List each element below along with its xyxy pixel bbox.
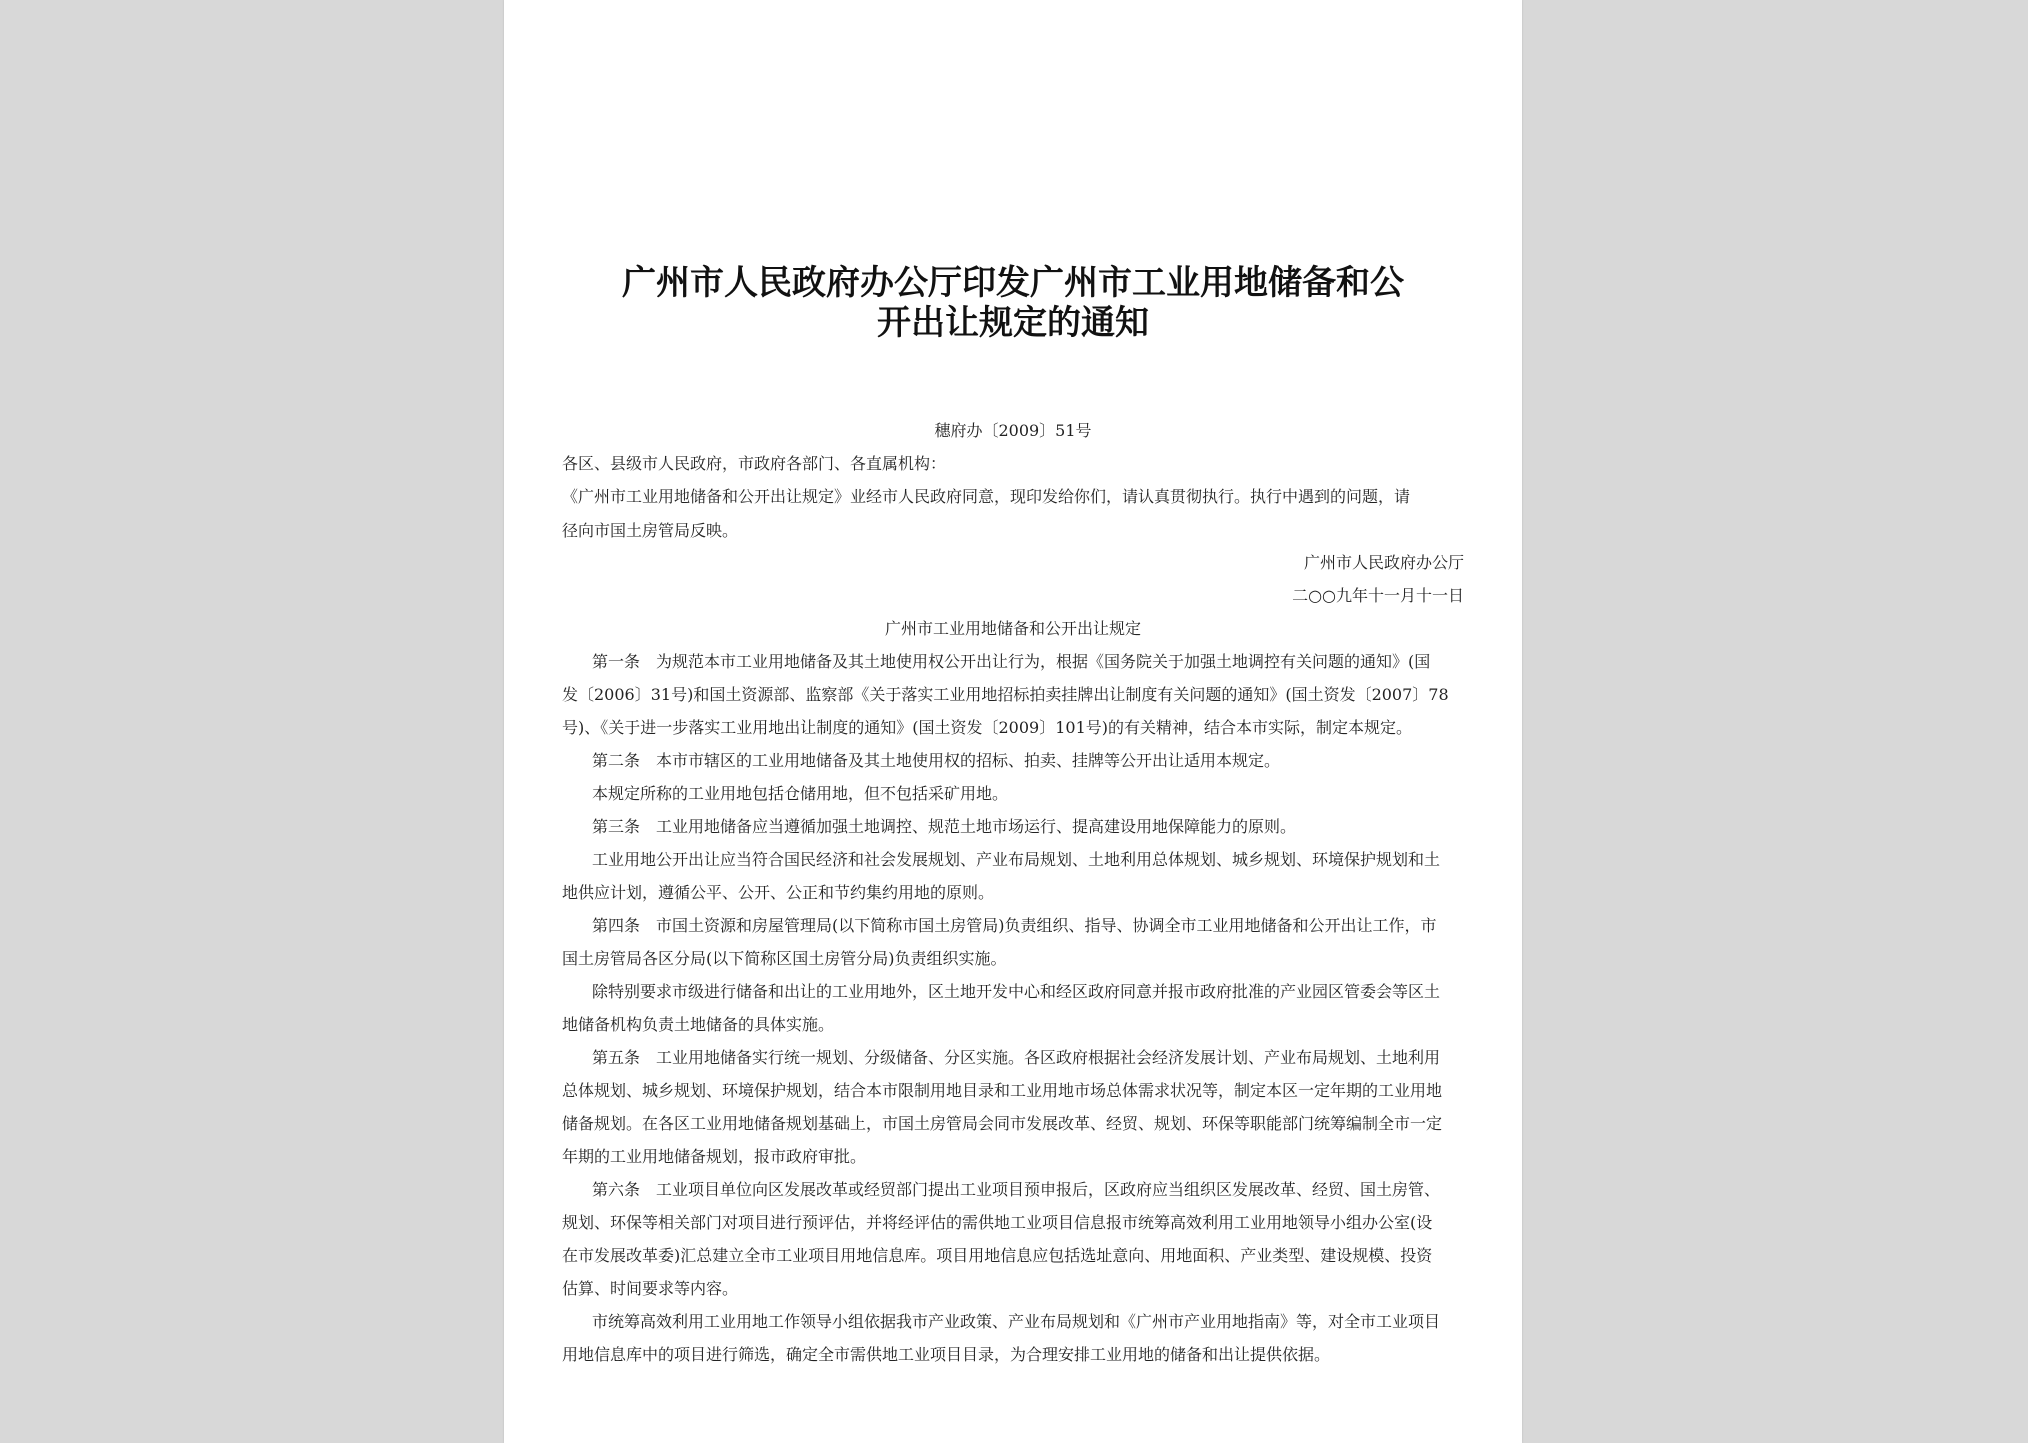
body-line: 第五条 工业用地储备实行统一规划、分级储备、分区实施。各区政府根据社会经济发展计划、产业布局规划、土地利用	[592, 1048, 1441, 1067]
document-title-line-2: 开出让规定的通知	[877, 303, 1149, 343]
body-line: 市统筹高效利用工业用地工作领导小组依据我市产业政策、产业布局规划和《广州市产业用地指南》等，对全市工业项目	[592, 1312, 1441, 1331]
body-line: 号)、《关于进一步落实工业用地出让制度的通知》(国土资发〔2009〕101号)的有关精神，结合本市实际，制定本规定。	[562, 718, 1412, 737]
body-line: 发〔2006〕31号)和国土资源部、监察部《关于落实工业用地招标拍卖挂牌出让制度有关问题的通知》(国土资发〔2007〕78	[562, 685, 1449, 704]
intro-line-1: 《广州市工业用地储备和公开出让规定》业经市人民政府同意，现印发给你们，请认真贯彻执行。执行中遇到的问题，请	[562, 487, 1411, 506]
document-title-line-1: 广州市人民政府办公厅印发广州市工业用地储备和公	[622, 263, 1404, 303]
body-line: 第三条 工业用地储备应当遵循加强土地调控、规范土地市场运行、提高建设用地保障能力的原则。	[592, 817, 1297, 836]
body-line: 本规定所称的工业用地包括仓储用地，但不包括采矿用地。	[592, 784, 1009, 803]
body-line: 第四条 市国土资源和房屋管理局(以下简称市国土房管局)负责组织、指导、协调全市工业用地储备和公开出让工作，市	[592, 916, 1437, 935]
body-line: 规划、环保等相关部门对项目进行预评估，并将经评估的需供地工业项目信息报市统筹高效利用工业用地领导小组办公室(设	[562, 1213, 1433, 1232]
body-line: 地储备机构负责土地储备的具体实施。	[562, 1015, 835, 1034]
recipients: 各区、县级市人民政府，市政府各部门、各直属机构：	[562, 454, 947, 473]
body-line: 第六条 工业项目单位向区发展改革或经贸部门提出工业项目预申报后，区政府应当组织区发展改革、经贸、国土房管、	[592, 1180, 1441, 1199]
document-page	[504, 0, 1522, 1443]
regulation-title: 广州市工业用地储备和公开出让规定	[884, 619, 1141, 638]
document-number: 穗府办〔2009〕51号	[934, 421, 1092, 440]
body-line: 第二条 本市市辖区的工业用地储备及其土地使用权的招标、拍卖、挂牌等公开出让适用本规定。	[592, 751, 1281, 770]
intro-line-2: 径向市国土房管局反映。	[562, 521, 739, 540]
body-line: 除特别要求市级进行储备和出让的工业用地外，区土地开发中心和经区政府同意并报市政府批准的产业园区管委会等区土	[592, 982, 1441, 1001]
issuer: 广州市人民政府办公厅	[1303, 553, 1464, 572]
body-line: 总体规划、城乡规划、环境保护规划，结合本市限制用地目录和工业用地市场总体需求状况等，制定本区一定年期的工业用地	[562, 1081, 1443, 1100]
issue-date: 二○○九年十一月十一日	[1292, 586, 1464, 605]
body-line: 第一条 为规范本市工业用地储备及其土地使用权公开出让行为，根据《国务院关于加强土地调控有关问题的通知》(国	[592, 652, 1431, 671]
body-line: 储备规划。在各区工业用地储备规划基础上，市国土房管局会同市发展改革、经贸、规划、环保等职能部门统筹编制全市一定	[562, 1114, 1443, 1133]
body-line: 国土房管局各区分局(以下简称区国土房管分局)负责组织实施。	[562, 949, 1007, 968]
body-line: 在市发展改革委)汇总建立全市工业项目用地信息库。项目用地信息应包括选址意向、用地面积、产业类型、建设规模、投资	[562, 1246, 1433, 1265]
body-line: 估算、时间要求等内容。	[562, 1279, 739, 1298]
body-line: 年期的工业用地储备规划，报市政府审批。	[562, 1147, 867, 1166]
body-line: 地供应计划，遵循公平、公开、公正和节约集约用地的原则。	[562, 883, 995, 902]
body-line: 用地信息库中的项目进行筛选，确定全市需供地工业项目目录，为合理安排工业用地的储备和出让提供依据。	[562, 1345, 1331, 1364]
body-line: 工业用地公开出让应当符合国民经济和社会发展规划、产业布局规划、土地利用总体规划、城乡规划、环境保护规划和土	[592, 850, 1441, 869]
